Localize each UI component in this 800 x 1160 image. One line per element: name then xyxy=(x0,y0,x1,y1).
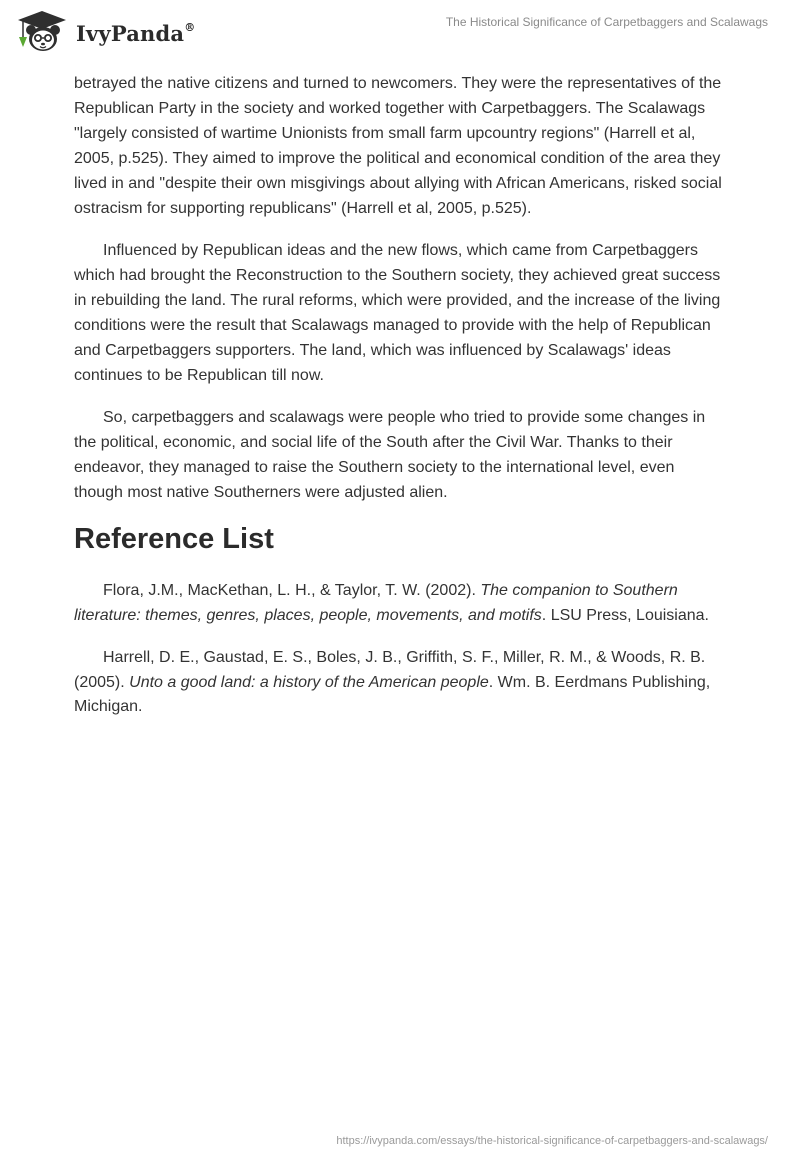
reference-authors: Flora, J.M., MacKethan, L. H., & Taylor, T. W. (2002). xyxy=(103,582,481,599)
reference-title: The companion to Southern literature: themes, genres, places, people, movements, and motifs xyxy=(74,582,678,624)
panda-graduate-icon xyxy=(14,9,70,53)
essay-content xyxy=(74,71,726,738)
reference-authors: Harrell, D. E., Gaustad, E. S., Boles, J. B., Griffith, S. F., Miller, R. M., & Woods, R. B. (2005). xyxy=(74,649,706,691)
registered-mark: ® xyxy=(184,21,196,34)
document-title: The Historical Significance of Carpetbaggers and Scalawags xyxy=(445,15,768,29)
brand-name: IvyPanda® xyxy=(76,21,196,46)
page-header xyxy=(0,0,800,64)
reference-list-heading: Reference List xyxy=(74,523,274,555)
body-paragraph: betrayed the native citizens and turned to newcomers. They were the representatives of the Republican Party in the society and worked together with Carpetbaggers. The Scalawags "largely consisted of wartime Unionists from small farm upcountry regions" (Harrell et al, 2005, p.525). They aimed to improve the political and economical condition of the area they lived in and "despite their own misgivings about allying with African Americans, risked social ostracism for supporting republicans" (Harrell et al, 2005, p.525). xyxy=(74,75,722,217)
body-paragraph: Influenced by Republican ideas and the new flows, which came from Carpetbaggers which had brought the Reconstruction to the Southern society, they achieved great success in rebuilding the land. The rural reforms, which were provided, and the increase of the living conditions were the result that Scalawags managed to provide with the help of Republican and Carpetbaggers supporters. The land, which was influenced by Scalawags' ideas continues to be Republican till now. xyxy=(74,242,721,384)
ivypanda-logo[interactable] xyxy=(14,9,204,53)
reference-publisher: . Wm. B. Eerdmans Publishing, Michigan. xyxy=(74,673,711,715)
source-url[interactable]: https://ivypanda.com/essays/the-historical-significance-of-carpetbaggers-and-scalawags/ xyxy=(336,1135,768,1147)
reference-publisher: . LSU Press, Louisiana. xyxy=(541,606,709,624)
reference-title: Unto a good land: a history of the American people xyxy=(129,673,489,691)
body-paragraph: So, carpetbaggers and scalawags were people who tried to provide some changes in the political, economic, and social life of the South after the Civil War. Thanks to their endeavor, they managed to raise the Southern society to the international level, even though most native Southerners were adjusted alien. xyxy=(74,409,706,501)
reference-entry xyxy=(74,579,726,628)
reference-entry xyxy=(74,646,726,720)
